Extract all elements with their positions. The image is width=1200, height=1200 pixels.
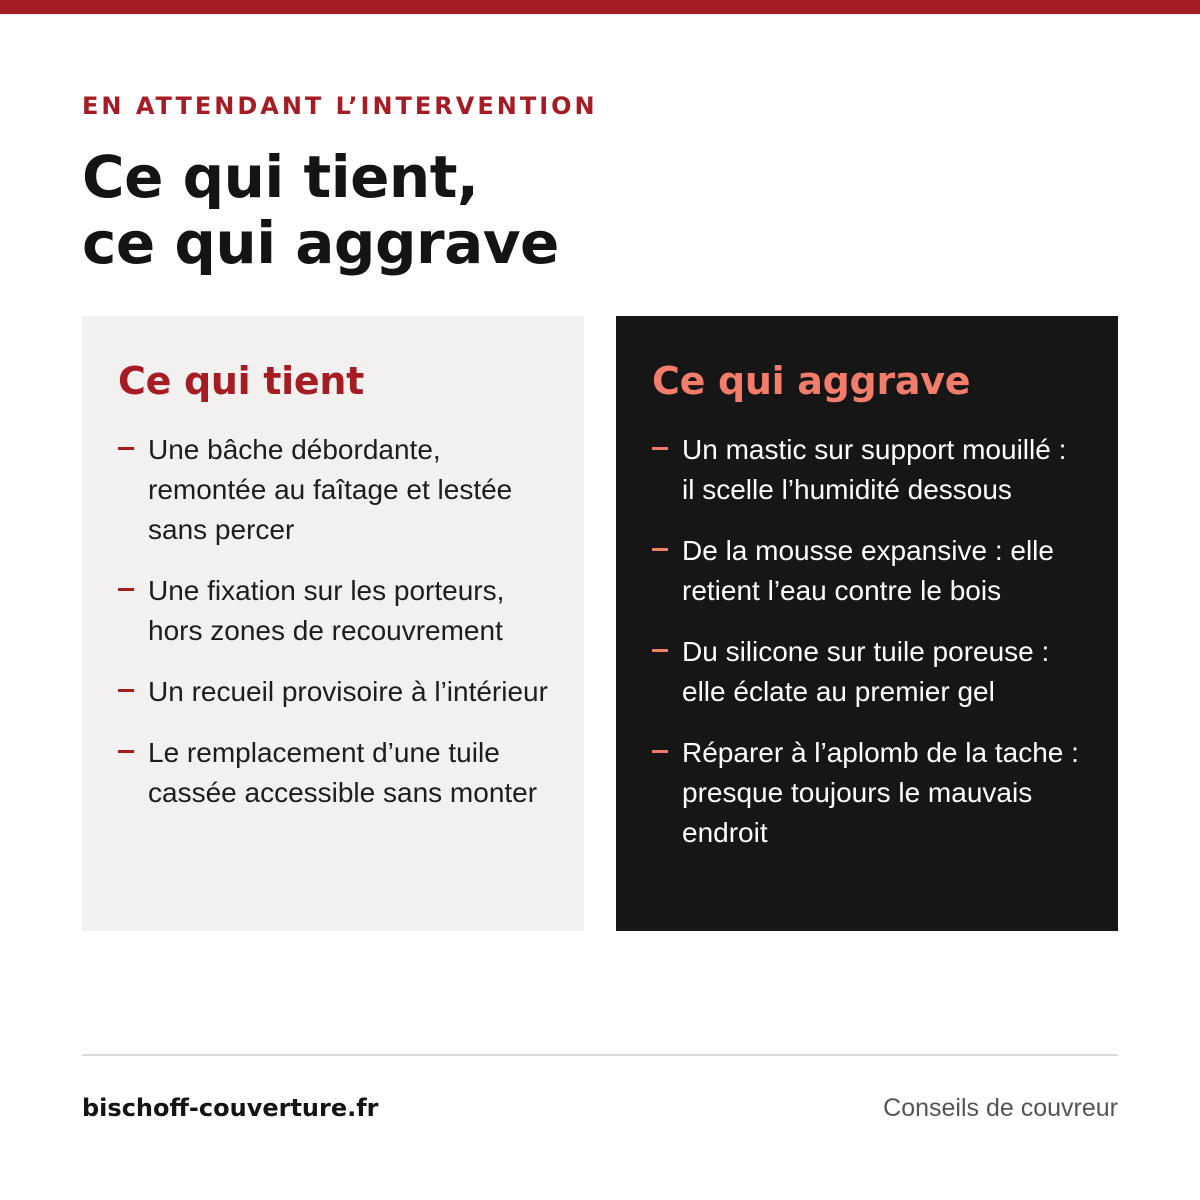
dash-bullet-icon xyxy=(118,689,134,692)
footer-divider xyxy=(82,1054,1118,1056)
page-title-line-2: ce qui aggrave xyxy=(82,209,559,277)
card-title-what-worsens: Ce qui aggrave xyxy=(652,359,971,403)
card-what-worsens xyxy=(616,316,1118,931)
list-item xyxy=(652,531,1082,611)
footer-tagline: Conseils de couvreur xyxy=(883,1094,1118,1122)
list-item xyxy=(652,733,1082,853)
list-item-text: Un mastic sur support mouillé : il scelle l’humidité dessous xyxy=(682,434,1067,505)
list-item xyxy=(652,632,1082,712)
dash-bullet-icon xyxy=(652,649,668,652)
card-what-holds xyxy=(82,316,584,931)
dash-bullet-icon xyxy=(652,447,668,450)
top-accent-bar xyxy=(0,0,1200,14)
list-item xyxy=(118,571,548,651)
list-item xyxy=(118,430,548,550)
list-item-text: Une bâche débordante, remontée au faîtage et lestée sans percer xyxy=(148,434,513,545)
list-item-text: Du silicone sur tuile poreuse : elle éclate au premier gel xyxy=(682,636,1050,707)
list-what-worsens xyxy=(652,430,1082,853)
list-item xyxy=(118,733,548,813)
list-item xyxy=(118,672,548,712)
list-item xyxy=(652,430,1082,510)
list-item-text: Réparer à l’aplomb de la tache : presque toujours le mauvais endroit xyxy=(682,737,1079,848)
list-item-text: Une fixation sur les porteurs, hors zones de recouvrement xyxy=(148,575,505,646)
dash-bullet-icon xyxy=(118,750,134,753)
footer-site-name: bischoff-couverture.fr xyxy=(82,1094,379,1122)
dash-bullet-icon xyxy=(118,447,134,450)
dash-bullet-icon xyxy=(652,750,668,753)
dash-bullet-icon xyxy=(652,548,668,551)
eyebrow-label: EN ATTENDANT L’INTERVENTION xyxy=(82,92,598,120)
card-title-what-holds: Ce qui tient xyxy=(118,359,364,403)
page-title xyxy=(82,144,882,276)
list-what-holds xyxy=(118,430,548,813)
list-item-text: Un recueil provisoire à l’intérieur xyxy=(148,676,548,707)
dash-bullet-icon xyxy=(118,588,134,591)
list-item-text: Le remplacement d’une tuile cassée accessible sans monter xyxy=(148,737,538,808)
page-title-line-1: Ce qui tient, xyxy=(82,143,479,211)
list-item-text: De la mousse expansive : elle retient l’eau contre le bois xyxy=(682,535,1054,606)
